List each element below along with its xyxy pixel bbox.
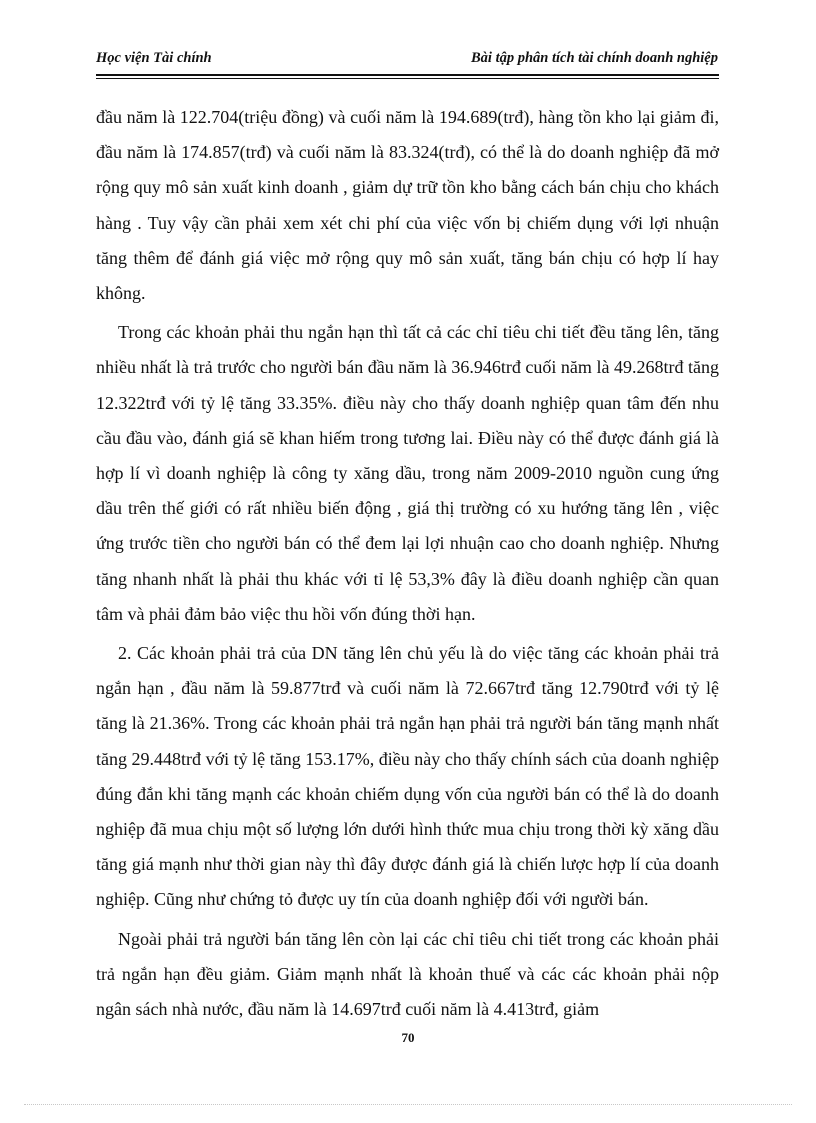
paragraph-4: Ngoài phải trả người bán tăng lên còn lại các chỉ tiêu chi tiết trong các khoản phải trả ngắn hạn đều giảm. Giảm mạnh nhất là khoản thuế và các các khoản phải nộp ngân sách nhà nước, đầu năm là 14.697trđ cuối năm là 4.413trđ, giảm (96, 928, 719, 1020)
page-number: 70 (401, 1030, 415, 1045)
page-border-dotted (24, 1104, 792, 1105)
header-institution: Học viện Tài chính (96, 50, 212, 66)
header-rule-thin (96, 78, 719, 79)
paragraph-2: Trong các khoản phải thu ngắn hạn thì tất cả các chỉ tiêu chi tiết đều tăng lên, tăng nhiều nhất là trả trước cho người bán đầu năm là 36.946trđ cuối năm là 49.268trđ tăng 12.322trđ với tỷ lệ tăng 33.35%. điều này cho thấy doanh nghiệp quan tâm đến nhu cầu đầu vào, đánh giá sẽ khan hiếm trong tương lai. Điều này có thể được đánh giá là hợp lí vì doanh nghiệp là công ty xăng dầu, trong năm 2009-2010 nguồn cung ứng dầu trên thế giới có rất nhiều biến động , giá thị trường có xu hướng tăng lên , việc ứng trước tiền cho người bán có thể đem lại lợi nhuận cao cho doanh nghiệp. Nhưng tăng nhanh nhất là phải thu khác với tỉ lệ 53,3% đây là điều doanh nghiệp cần quan tâm và phải đảm bảo việc thu hồi vốn đúng thời hạn. (96, 322, 719, 624)
header-rule-thick (96, 74, 719, 76)
paragraph-3: 2. Các khoản phải trả của DN tăng lên chủ yếu là do việc tăng các khoản phải trả ngắn hạn , đầu năm là 59.877trđ và cuối năm là 72.667trđ tăng 12.790trđ với tỷ lệ tăng là 21.36%. Trong các khoản phải trả ngắn hạn phải trả người bán tăng mạnh nhất tăng 29.448trđ với tỷ lệ tăng 153.17%, điều này cho thấy chính sách của doanh nghiệp đúng đắn khi tăng mạnh các khoản chiếm dụng vốn của người bán có thể là do doanh nghiệp đã mua chịu một số lượng lớn dưới hình thức mua chịu trong thời kỳ xăng dầu tăng giá mạnh như thời gian này thì đây được đánh giá là chiến lược hợp lí của doanh nghiệp. Cũng như chứng tỏ được uy tín của doanh nghiệp đối với người bán. (96, 643, 719, 910)
paragraph-1: đầu năm là 122.704(triệu đồng) và cuối năm là 194.689(trđ), hàng tồn kho lại giảm đi, đầu năm là 174.857(trđ) và cuối năm là 83.324(trđ), có thể là do doanh nghiệp đã mở rộng quy mô sản xuất kinh doanh , giảm dự trữ tồn kho bằng cách bán chịu cho khách hàng . Tuy vậy cần phải xem xét chi phí của việc vốn bị chiếm dụng với lợi nhuận tăng thêm để đánh giá việc mở rộng quy mô sản xuất, tăng bán chịu có hợp lí hay không. (96, 107, 719, 304)
body-text (96, 100, 719, 1027)
page-header (96, 50, 718, 72)
header-document-title: Bài tập phân tích tài chính doanh nghiệp (471, 50, 718, 66)
